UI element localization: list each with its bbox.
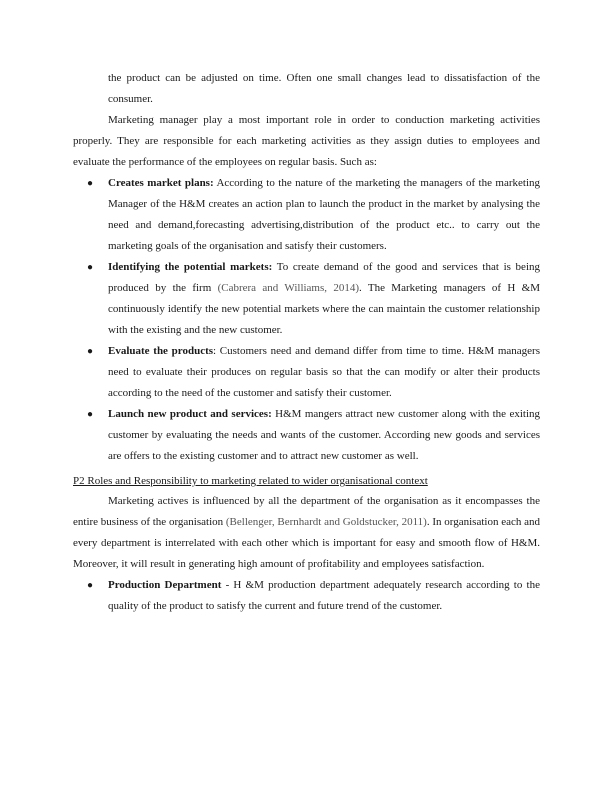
list-item [73, 173, 540, 257]
role-term: Launch new product and services: [108, 408, 272, 420]
role-text-after: . The Marketing managers of H &M continuously identify the new potential markets where the can maintain the customer relationship with the existing and the new customer. [108, 282, 540, 336]
citation: (Bellenger, Bernhardt and Goldstucker, 2011) [225, 516, 427, 528]
section-paragraph-text-after: . In organisation each and every department is interrelated with each other which is important for easy and smooth flow of H&M. Moreover, it will result in generating high amount of profitability and employees satisfaction. [73, 516, 540, 570]
role-text: To create demand of the good and services that is being produced by the firm [108, 261, 540, 294]
role-text: : Customers need and demand differ from time to time. H&M managers need to evaluate their produces on regular basis so that the can modify or alter their products according to the need of the customer and satisfy their customer. [108, 345, 540, 399]
section-paragraph-text: Marketing actives is influenced by all the department of the organisation as it encompasses the entire business of the organisation [73, 495, 540, 528]
continuation-paragraph: the product can be adjusted on time. Often one small changes lead to dissatisfaction of the consumer. [108, 72, 540, 105]
marketing-roles-list [73, 173, 540, 467]
bullet-icon: ● [87, 580, 94, 591]
bullet-icon: ● [87, 346, 94, 357]
department-term: Production Department [108, 579, 222, 591]
list-item [73, 575, 540, 617]
role-text: H&M mangers attract new customer along with the exiting customer by evaluating the needs and wants of the customer. According new goods and services are offers to the existing customer and to attract new customer as well. [108, 408, 540, 462]
section-heading: P2 Roles and Responsibility to marketing related to wider organisational context [73, 475, 428, 487]
intro-paragraph: Marketing manager play a most important role in order to conduction marketing activities properly. They are responsible for each marketing activities as they assign duties to employees and evaluate the performance of the employees on regular basis. Such as: [73, 114, 540, 168]
section-paragraph [73, 491, 540, 575]
bullet-icon: ● [87, 262, 94, 273]
document-body [73, 68, 540, 617]
role-term: Identifying the potential markets: [108, 261, 273, 273]
bullet-icon: ● [87, 178, 94, 189]
list-item [73, 404, 540, 467]
department-text: - H &M production department adequately research according to the quality of the product to satisfy the current and future trend of the customer. [108, 579, 540, 612]
citation: (Cabrera and Williams, 2014) [217, 282, 360, 294]
role-text: According to the nature of the marketing the managers of the marketing Manager of the H&M creates an action plan to launch the product in the market by analysing the need and demand,forecasting advertising,distribution of the product etc.. to carry out the marketing goals of the organisation and satisfy their customers. [108, 177, 541, 252]
bullet-icon: ● [87, 409, 94, 420]
list-item [73, 257, 540, 341]
list-item [73, 341, 540, 404]
departments-list [73, 575, 540, 617]
role-term: Evaluate the products [108, 345, 214, 357]
role-term: Creates market plans: [108, 177, 214, 189]
